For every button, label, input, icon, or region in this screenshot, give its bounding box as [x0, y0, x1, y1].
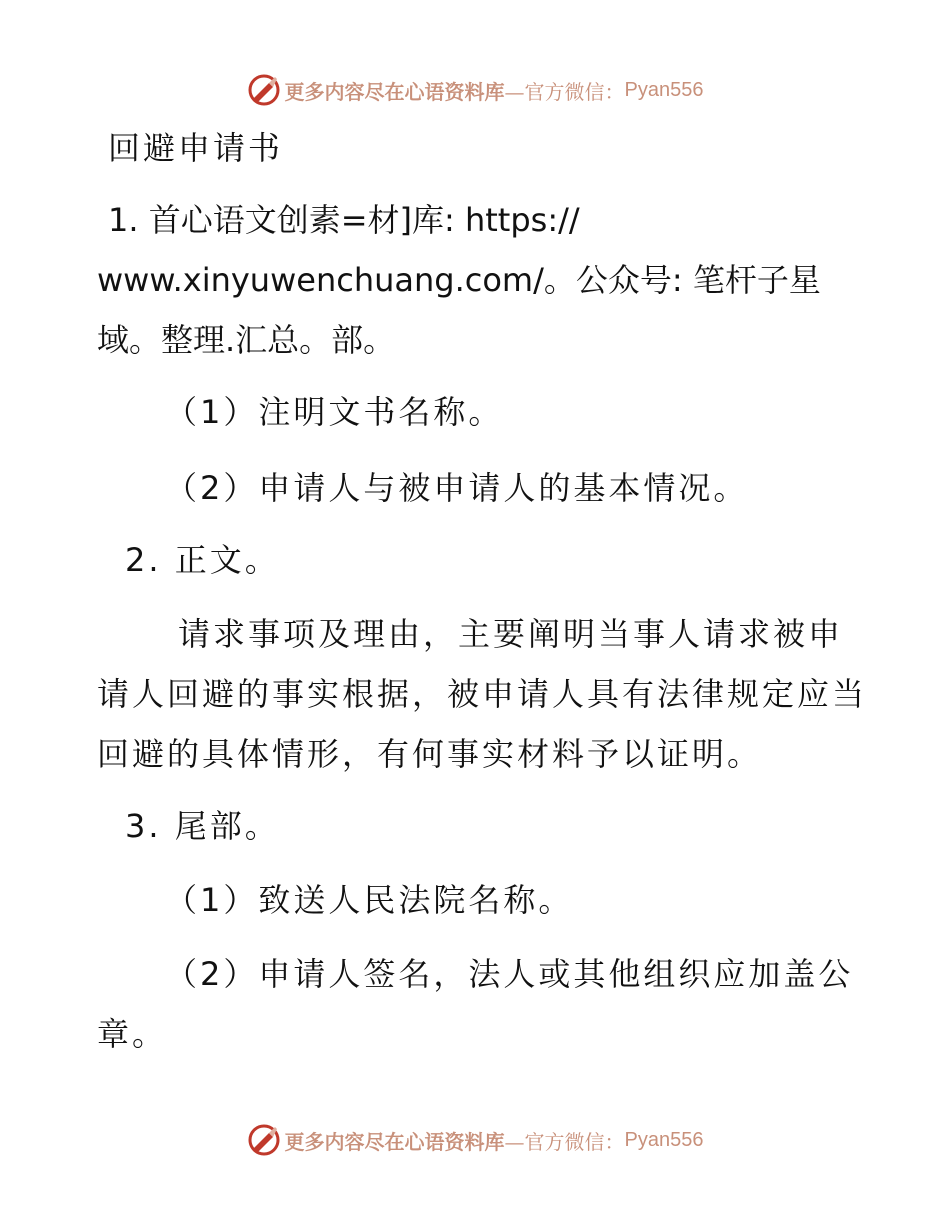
banner-wechat-label: —官方微信：: [504, 1129, 625, 1154]
item-3-sub-2-line-1: （2）申请人签名，法人或其他组织应加盖公: [165, 955, 854, 993]
item-3-sub-1: （1）致送人民法院名称。: [165, 881, 574, 919]
paragraph-line-3: 回避的具体情形，有何事实材料予以证明。: [97, 735, 763, 773]
item-1-line-1: 1. 首心语文创素=材]库: https://: [108, 201, 580, 239]
item-3-sub-2-line-2: 章。: [97, 1015, 168, 1053]
item-3: 3. 尾部。: [125, 807, 280, 845]
banner-wechat-label: —官方微信：: [504, 79, 625, 104]
paragraph-line-1: 请求事项及理由，主要阐明当事人请求被申: [178, 615, 844, 653]
item-2: 2. 正文。: [125, 541, 280, 579]
banner-wechat-id: Pyan556: [624, 78, 704, 101]
banner-slogan: 更多内容尽在心语资料库: [284, 79, 505, 104]
pen-logo-icon: [247, 1123, 281, 1157]
document-title: 回避申请书: [108, 129, 284, 167]
item-1-line-3: 域。整理.汇总。部。: [97, 321, 396, 359]
item-1-line-2: www.xinyuwenchuang.com/。公众号: 笔杆子星: [97, 261, 821, 299]
item-1-sub-1: （1）注明文书名称。: [165, 393, 504, 431]
banner-slogan: 更多内容尽在心语资料库: [284, 1129, 505, 1154]
paragraph-line-2: 请人回避的事实根据，被申请人具有法律规定应当: [97, 675, 868, 713]
item-1-sub-2: （2）申请人与被申请人的基本情况。: [165, 469, 749, 507]
footer-banner: [0, 1120, 950, 1160]
banner-wechat-id: Pyan556: [624, 1128, 704, 1151]
